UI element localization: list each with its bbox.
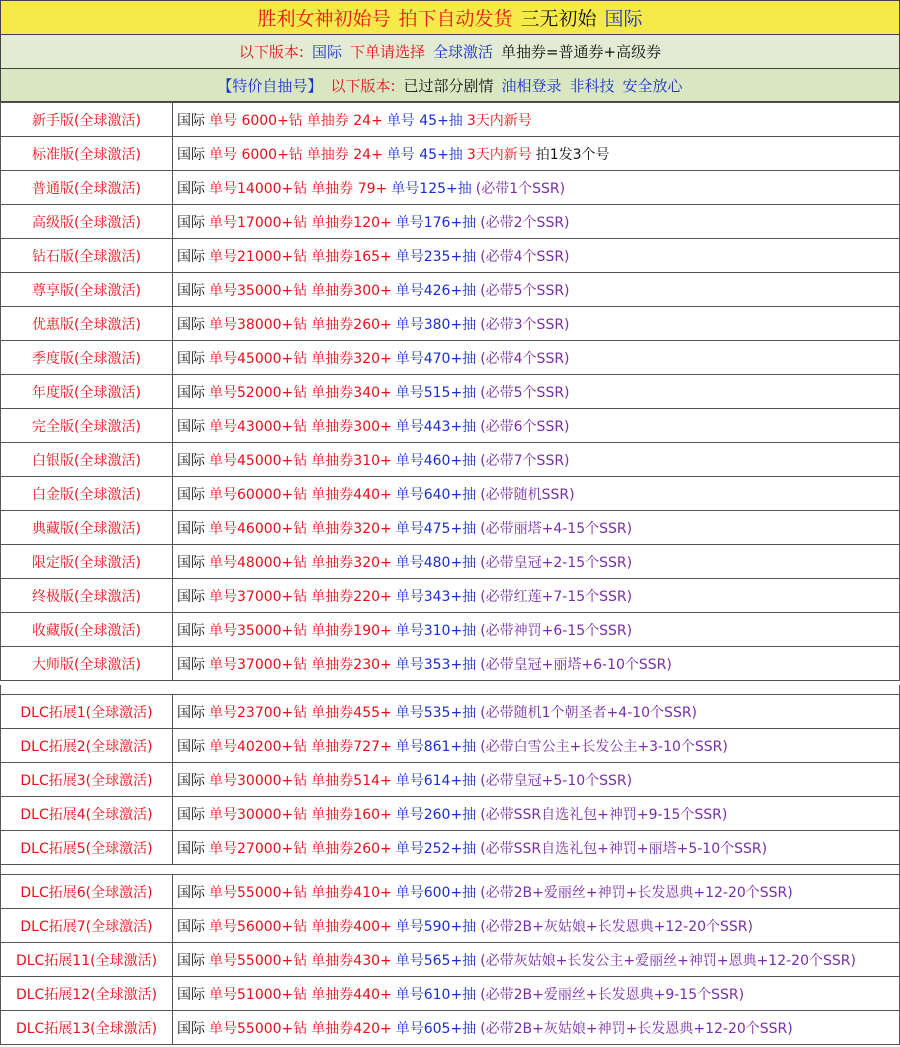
- region-text: 国际: [177, 952, 205, 969]
- draw-count: 单号252+抽: [395, 840, 477, 857]
- notice-label: 以下版本:: [238, 43, 304, 61]
- region-text: 国际: [177, 656, 205, 673]
- region-text: 国际: [177, 452, 205, 469]
- diamond-count: 单号23700+钻: [209, 704, 308, 721]
- ticket-count: 单抽券 79+: [311, 180, 388, 197]
- version-details: [173, 171, 900, 205]
- version-name: 季度版(全球激活): [1, 341, 173, 375]
- version-details: [173, 695, 900, 729]
- ticket-count: 单抽券440+: [311, 486, 392, 503]
- ssr-note: (必带丽塔+4-15个SSR): [480, 520, 633, 537]
- version-name: 尊享版(全球激活): [1, 273, 173, 307]
- diamond-count: 单号35000+钻: [209, 622, 308, 639]
- draw-count: 单号610+抽: [395, 986, 477, 1003]
- region-text: 国际: [177, 554, 205, 571]
- title-region: 国际: [604, 8, 643, 30]
- ticket-count: 单抽券455+: [311, 704, 392, 721]
- region-text: 国际: [177, 316, 205, 333]
- table-row: [1, 613, 900, 647]
- version-name: 优惠版(全球激活): [1, 307, 173, 341]
- draw-count: 单号353+抽: [395, 656, 477, 673]
- version-name: 终极版(全球激活): [1, 579, 173, 613]
- diamond-count: 单号51000+钻: [209, 986, 308, 1003]
- version-details: [173, 307, 900, 341]
- version-details: [173, 797, 900, 831]
- ssr-note: (必带5个SSR): [480, 282, 570, 299]
- ssr-note: (必带皇冠+5-10个SSR): [480, 772, 633, 789]
- ticket-count: 单抽券320+: [311, 350, 392, 367]
- ssr-note: 拍1发3个号: [535, 146, 610, 163]
- version-name: 普通版(全球激活): [1, 171, 173, 205]
- diamond-count: 单号30000+钻: [209, 772, 308, 789]
- region-text: 国际: [177, 1020, 205, 1037]
- region-text: 国际: [177, 486, 205, 503]
- draw-count: 单号640+抽: [395, 486, 477, 503]
- draw-count: 单号861+抽: [395, 738, 477, 755]
- version-table-main: [0, 102, 900, 681]
- notice-activation: 全球激活: [432, 43, 493, 61]
- diamond-count: 单号21000+钻: [209, 248, 308, 265]
- table-row: [1, 831, 900, 865]
- version-name: DLC拓展7(全球激活): [1, 909, 173, 943]
- ticket-count: 单抽券220+: [311, 588, 392, 605]
- version-details: [173, 943, 900, 977]
- diamond-count: 单号35000+钻: [209, 282, 308, 299]
- ssr-note: (必带2B+灰姑娘+长发恩典+12-20个SSR): [480, 918, 753, 935]
- ticket-count: 单抽券420+: [311, 1020, 392, 1037]
- diamond-count: 单号30000+钻: [209, 806, 308, 823]
- ssr-note: (必带2个SSR): [480, 214, 570, 231]
- version-name: 典藏版(全球激活): [1, 511, 173, 545]
- region-text: 国际: [177, 918, 205, 935]
- diamond-count: 单号38000+钻: [209, 316, 308, 333]
- ticket-count: 单抽券410+: [311, 884, 392, 901]
- ticket-count: 单抽券400+: [311, 918, 392, 935]
- version-name: DLC拓展4(全球激活): [1, 797, 173, 831]
- version-details: [173, 239, 900, 273]
- ticket-count: 单抽券440+: [311, 986, 392, 1003]
- region-text: 国际: [177, 520, 205, 537]
- draw-count: 单号 45+抽: [386, 146, 463, 163]
- region-text: 国际: [177, 840, 205, 857]
- ticket-count: 单抽券260+: [311, 316, 392, 333]
- special-login: 油相登录: [501, 76, 562, 95]
- version-name: 收藏版(全球激活): [1, 613, 173, 647]
- special-notice: [0, 69, 900, 102]
- draw-count: 单号426+抽: [395, 282, 477, 299]
- draw-count: 单号475+抽: [395, 520, 477, 537]
- version-details: [173, 1011, 900, 1045]
- draw-count: 单号 45+抽: [386, 112, 463, 129]
- ticket-count: 单抽券320+: [311, 520, 392, 537]
- ticket-count: 单抽券310+: [311, 452, 392, 469]
- region-text: 国际: [177, 588, 205, 605]
- special-label: 【特价自抽号】: [217, 76, 323, 95]
- region-text: 国际: [177, 112, 205, 129]
- ticket-count: 单抽券 24+: [306, 112, 383, 129]
- region-text: 国际: [177, 738, 205, 755]
- version-details: [173, 647, 900, 681]
- ticket-count: 单抽券340+: [311, 384, 392, 401]
- diamond-count: 单号 6000+钻: [209, 112, 303, 129]
- diamond-count: 单号 6000+钻: [209, 146, 303, 163]
- region-text: 国际: [177, 772, 205, 789]
- extra-note: 3天内新号: [466, 112, 532, 129]
- diamond-count: 单号27000+钻: [209, 840, 308, 857]
- table-row: [1, 443, 900, 477]
- table-row: [1, 579, 900, 613]
- table-row: [1, 977, 900, 1011]
- version-details: [173, 409, 900, 443]
- ssr-note: (必带SSR自选礼包+神罚+9-15个SSR): [480, 806, 728, 823]
- version-details: [173, 477, 900, 511]
- version-name: DLC拓展2(全球激活): [1, 729, 173, 763]
- version-notice: [0, 35, 900, 69]
- ssr-note: (必带2B+灰姑娘+神罚+长发恩典+12-20个SSR): [480, 1020, 793, 1037]
- version-details: [173, 613, 900, 647]
- diamond-count: 单号55000+钻: [209, 1020, 308, 1037]
- diamond-count: 单号40200+钻: [209, 738, 308, 755]
- ssr-note: (必带皇冠+2-15个SSR): [480, 554, 633, 571]
- region-text: 国际: [177, 146, 205, 163]
- special-safe: 安全放心: [622, 76, 683, 95]
- version-table-dlc-a: [0, 694, 900, 865]
- ticket-count: 单抽券 24+: [306, 146, 383, 163]
- draw-count: 单号590+抽: [395, 918, 477, 935]
- table-row: [1, 695, 900, 729]
- draw-count: 单号380+抽: [395, 316, 477, 333]
- region-text: 国际: [177, 214, 205, 231]
- version-details: [173, 729, 900, 763]
- title-game: 胜利女神初始号: [257, 8, 391, 30]
- notice-tickets: 单抽券=普通券+高级券: [500, 43, 662, 61]
- region-text: 国际: [177, 180, 205, 197]
- draw-count: 单号515+抽: [395, 384, 477, 401]
- version-details: [173, 443, 900, 477]
- region-text: 国际: [177, 704, 205, 721]
- version-name: 限定版(全球激活): [1, 545, 173, 579]
- table-row: [1, 1011, 900, 1045]
- diamond-count: 单号37000+钻: [209, 656, 308, 673]
- diamond-count: 单号43000+钻: [209, 418, 308, 435]
- version-name: 完全版(全球激活): [1, 409, 173, 443]
- draw-count: 单号535+抽: [395, 704, 477, 721]
- version-details: [173, 137, 900, 171]
- region-text: 国际: [177, 282, 205, 299]
- table-row: [1, 511, 900, 545]
- version-name: 新手版(全球激活): [1, 103, 173, 137]
- region-text: 国际: [177, 350, 205, 367]
- diamond-count: 单号55000+钻: [209, 952, 308, 969]
- region-text: 国际: [177, 986, 205, 1003]
- ssr-note: (必带5个SSR): [480, 384, 570, 401]
- region-text: 国际: [177, 384, 205, 401]
- notice-region: 国际: [311, 43, 342, 61]
- version-name: 标准版(全球激活): [1, 137, 173, 171]
- title-delivery: 拍下自动发货: [398, 8, 513, 30]
- table-row: [1, 273, 900, 307]
- draw-count: 单号176+抽: [395, 214, 477, 231]
- version-details: [173, 511, 900, 545]
- diamond-count: 单号14000+钻: [209, 180, 308, 197]
- draw-count: 单号443+抽: [395, 418, 477, 435]
- ssr-note: (必带SSR自选礼包+神罚+丽塔+5-10个SSR): [480, 840, 768, 857]
- ssr-note: (必带皇冠+丽塔+6-10个SSR): [480, 656, 672, 673]
- ticket-count: 单抽券514+: [311, 772, 392, 789]
- table-row: [1, 909, 900, 943]
- ssr-note: (必带白雪公主+长发公主+3-10个SSR): [480, 738, 728, 755]
- diamond-count: 单号48000+钻: [209, 554, 308, 571]
- table-row: [1, 545, 900, 579]
- diamond-count: 单号52000+钻: [209, 384, 308, 401]
- ssr-note: (必带4个SSR): [480, 350, 570, 367]
- ticket-count: 单抽券300+: [311, 282, 392, 299]
- version-details: [173, 273, 900, 307]
- table-row: [1, 239, 900, 273]
- version-name: 年度版(全球激活): [1, 375, 173, 409]
- ticket-count: 单抽券165+: [311, 248, 392, 265]
- title-initial: 三无初始: [520, 8, 597, 30]
- diamond-count: 单号56000+钻: [209, 918, 308, 935]
- ticket-count: 单抽券190+: [311, 622, 392, 639]
- version-details: [173, 545, 900, 579]
- ssr-note: (必带7个SSR): [480, 452, 570, 469]
- table-row: [1, 205, 900, 239]
- version-details: [173, 909, 900, 943]
- draw-count: 单号235+抽: [395, 248, 477, 265]
- ssr-note: (必带神罚+6-15个SSR): [480, 622, 633, 639]
- diamond-count: 单号46000+钻: [209, 520, 308, 537]
- draw-count: 单号614+抽: [395, 772, 477, 789]
- title-banner: [0, 0, 900, 35]
- version-details: [173, 205, 900, 239]
- version-name: DLC拓展5(全球激活): [1, 831, 173, 865]
- table-gap: [0, 685, 900, 694]
- table-row: [1, 647, 900, 681]
- version-details: [173, 763, 900, 797]
- draw-count: 单号565+抽: [395, 952, 477, 969]
- table-gap: [0, 865, 900, 874]
- version-details: [173, 375, 900, 409]
- ticket-count: 单抽券160+: [311, 806, 392, 823]
- table-row: [1, 729, 900, 763]
- ticket-count: 单抽券727+: [311, 738, 392, 755]
- version-name: DLC拓展3(全球激活): [1, 763, 173, 797]
- table-row: [1, 341, 900, 375]
- version-name: DLC拓展6(全球激活): [1, 875, 173, 909]
- special-nocheat: 非科技: [569, 76, 615, 95]
- ticket-count: 单抽券320+: [311, 554, 392, 571]
- ssr-note: (必带随机SSR): [480, 486, 575, 503]
- version-name: 白金版(全球激活): [1, 477, 173, 511]
- version-name: 高级版(全球激活): [1, 205, 173, 239]
- version-details: [173, 831, 900, 865]
- notice-order: 下单请选择: [349, 43, 425, 61]
- draw-count: 单号605+抽: [395, 1020, 477, 1037]
- ssr-note: (必带3个SSR): [480, 316, 570, 333]
- version-name: DLC拓展11(全球激活): [1, 943, 173, 977]
- table-row: [1, 763, 900, 797]
- ssr-note: (必带1个SSR): [475, 180, 566, 197]
- version-details: [173, 579, 900, 613]
- ticket-count: 单抽券430+: [311, 952, 392, 969]
- table-row: [1, 875, 900, 909]
- diamond-count: 单号37000+钻: [209, 588, 308, 605]
- region-text: 国际: [177, 884, 205, 901]
- ssr-note: (必带4个SSR): [480, 248, 570, 265]
- draw-count: 单号310+抽: [395, 622, 477, 639]
- ssr-note: (必带2B+爱丽丝+长发恩典+9-15个SSR): [480, 986, 745, 1003]
- table-row: [1, 375, 900, 409]
- region-text: 国际: [177, 806, 205, 823]
- draw-count: 单号470+抽: [395, 350, 477, 367]
- diamond-count: 单号17000+钻: [209, 214, 308, 231]
- table-row: [1, 307, 900, 341]
- version-name: DLC拓展1(全球激活): [1, 695, 173, 729]
- ssr-note: (必带2B+爱丽丝+神罚+长发恩典+12-20个SSR): [480, 884, 793, 901]
- table-row: [1, 103, 900, 137]
- version-name: 白银版(全球激活): [1, 443, 173, 477]
- table-row: [1, 797, 900, 831]
- ssr-note: (必带红莲+7-15个SSR): [480, 588, 633, 605]
- ticket-count: 单抽券230+: [311, 656, 392, 673]
- ssr-note: (必带6个SSR): [480, 418, 570, 435]
- special-version: 以下版本:: [330, 76, 396, 95]
- ticket-count: 单抽券120+: [311, 214, 392, 231]
- region-text: 国际: [177, 248, 205, 265]
- extra-note: 3天内新号: [466, 146, 532, 163]
- version-details: [173, 977, 900, 1011]
- version-name: 大师版(全球激活): [1, 647, 173, 681]
- version-name: 钻石版(全球激活): [1, 239, 173, 273]
- table-row: [1, 943, 900, 977]
- draw-count: 单号600+抽: [395, 884, 477, 901]
- diamond-count: 单号45000+钻: [209, 350, 308, 367]
- version-details: [173, 341, 900, 375]
- draw-count: 单号260+抽: [395, 806, 477, 823]
- draw-count: 单号460+抽: [395, 452, 477, 469]
- version-table-dlc-b: [0, 874, 900, 1045]
- ssr-note: (必带灰姑娘+长发公主+爱丽丝+神罚+恩典+12-20个SSR): [480, 952, 856, 969]
- version-details: [173, 103, 900, 137]
- table-row: [1, 137, 900, 171]
- ticket-count: 单抽券260+: [311, 840, 392, 857]
- region-text: 国际: [177, 418, 205, 435]
- special-story: 已过部分剧情: [403, 76, 494, 95]
- draw-count: 单号125+抽: [391, 180, 472, 197]
- diamond-count: 单号60000+钻: [209, 486, 308, 503]
- diamond-count: 单号45000+钻: [209, 452, 308, 469]
- table-row: [1, 409, 900, 443]
- ssr-note: (必带随机1个朝圣者+4-10个SSR): [480, 704, 698, 721]
- draw-count: 单号480+抽: [395, 554, 477, 571]
- version-name: DLC拓展13(全球激活): [1, 1011, 173, 1045]
- version-details: [173, 875, 900, 909]
- table-row: [1, 171, 900, 205]
- draw-count: 单号343+抽: [395, 588, 477, 605]
- table-row: [1, 477, 900, 511]
- version-name: DLC拓展12(全球激活): [1, 977, 173, 1011]
- diamond-count: 单号55000+钻: [209, 884, 308, 901]
- region-text: 国际: [177, 622, 205, 639]
- ticket-count: 单抽券300+: [311, 418, 392, 435]
